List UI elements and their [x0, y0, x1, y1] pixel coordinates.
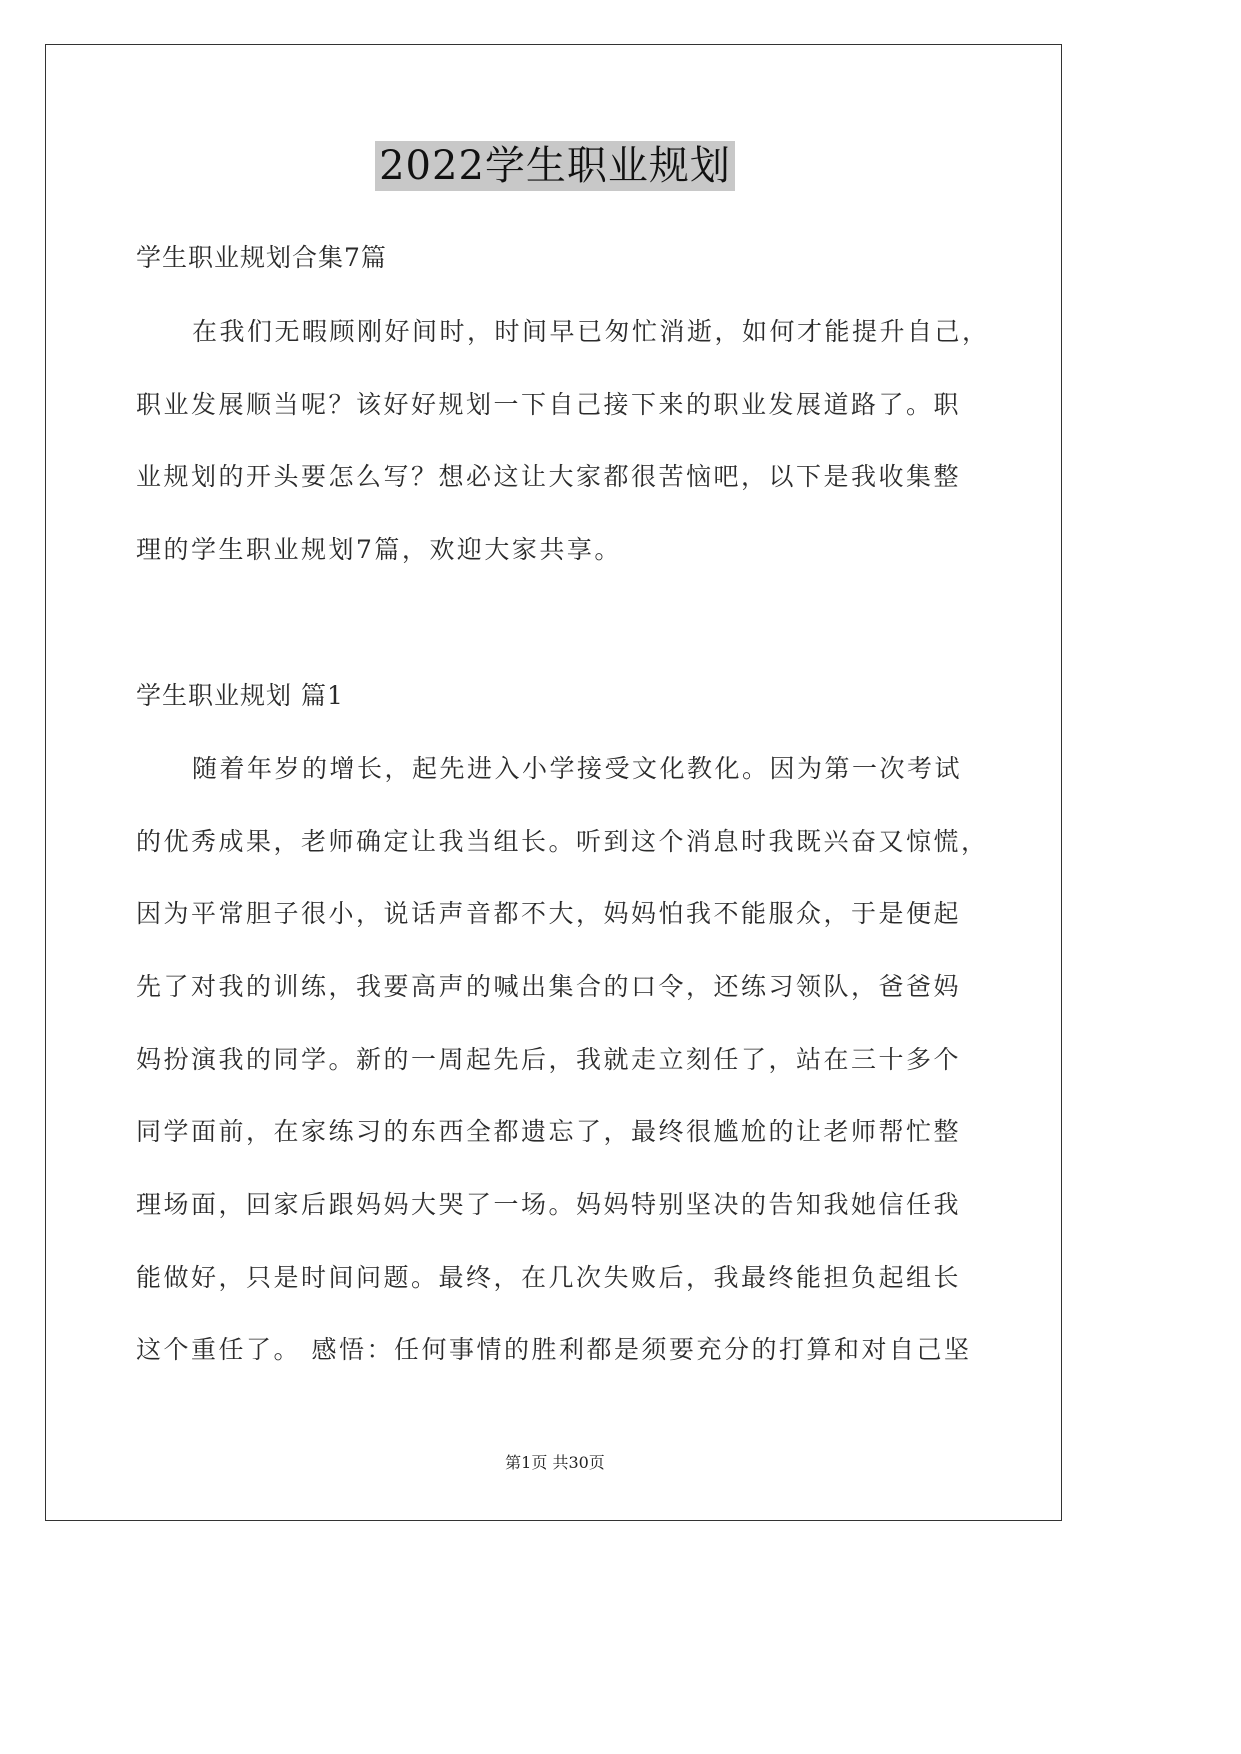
body-line: 因为平常胆子很小，说话声音都不大，妈妈怕我不能服众，于是便起: [136, 899, 962, 928]
body-line: 的优秀成果，老师确定让我当组长。听到这个消息时我既兴奋又惊慌，: [136, 827, 989, 856]
body-line: 同学面前，在家练习的东西全都遗忘了，最终很尴尬的让老师帮忙整: [136, 1117, 962, 1146]
collection-subtitle: 学生职业规划合集7篇: [136, 243, 387, 272]
body-line: 随着年岁的增长，起先进入小学接受文化教化。因为第一次考试: [192, 754, 963, 783]
intro-line: 业规划的开头要怎么写？想必这让大家都很苦恼吧，以下是我收集整: [136, 462, 962, 491]
page-footer: 第1页 共30页: [505, 1453, 605, 1472]
body-line: 先了对我的训练，我要高声的喊出集合的口令，还练习领队，爸爸妈: [136, 972, 962, 1001]
intro-line: 在我们无暇顾刚好间时，时间早已匆忙消逝，如何才能提升自己，: [192, 317, 990, 346]
section-heading: 学生职业规划 篇1: [136, 681, 344, 710]
intro-line: 职业发展顺当呢？该好好规划一下自己接下来的职业发展道路了。职: [136, 390, 962, 419]
body-line: 理场面，回家后跟妈妈大哭了一场。妈妈特别坚决的告知我她信任我: [136, 1190, 962, 1219]
document-title: 2022学生职业规划: [375, 141, 735, 191]
body-line: 这个重任了。 感悟：任何事情的胜利都是须要充分的打算和对自己坚: [136, 1335, 972, 1364]
title-container: [0, 141, 1110, 191]
body-line: 能做好，只是时间问题。最终，在几次失败后，我最终能担负起组长: [136, 1263, 962, 1292]
intro-line: 理的学生职业规划7篇，欢迎大家共享。: [136, 535, 622, 564]
body-line: 妈扮演我的同学。新的一周起先后，我就走立刻任了，站在三十多个: [136, 1045, 962, 1074]
